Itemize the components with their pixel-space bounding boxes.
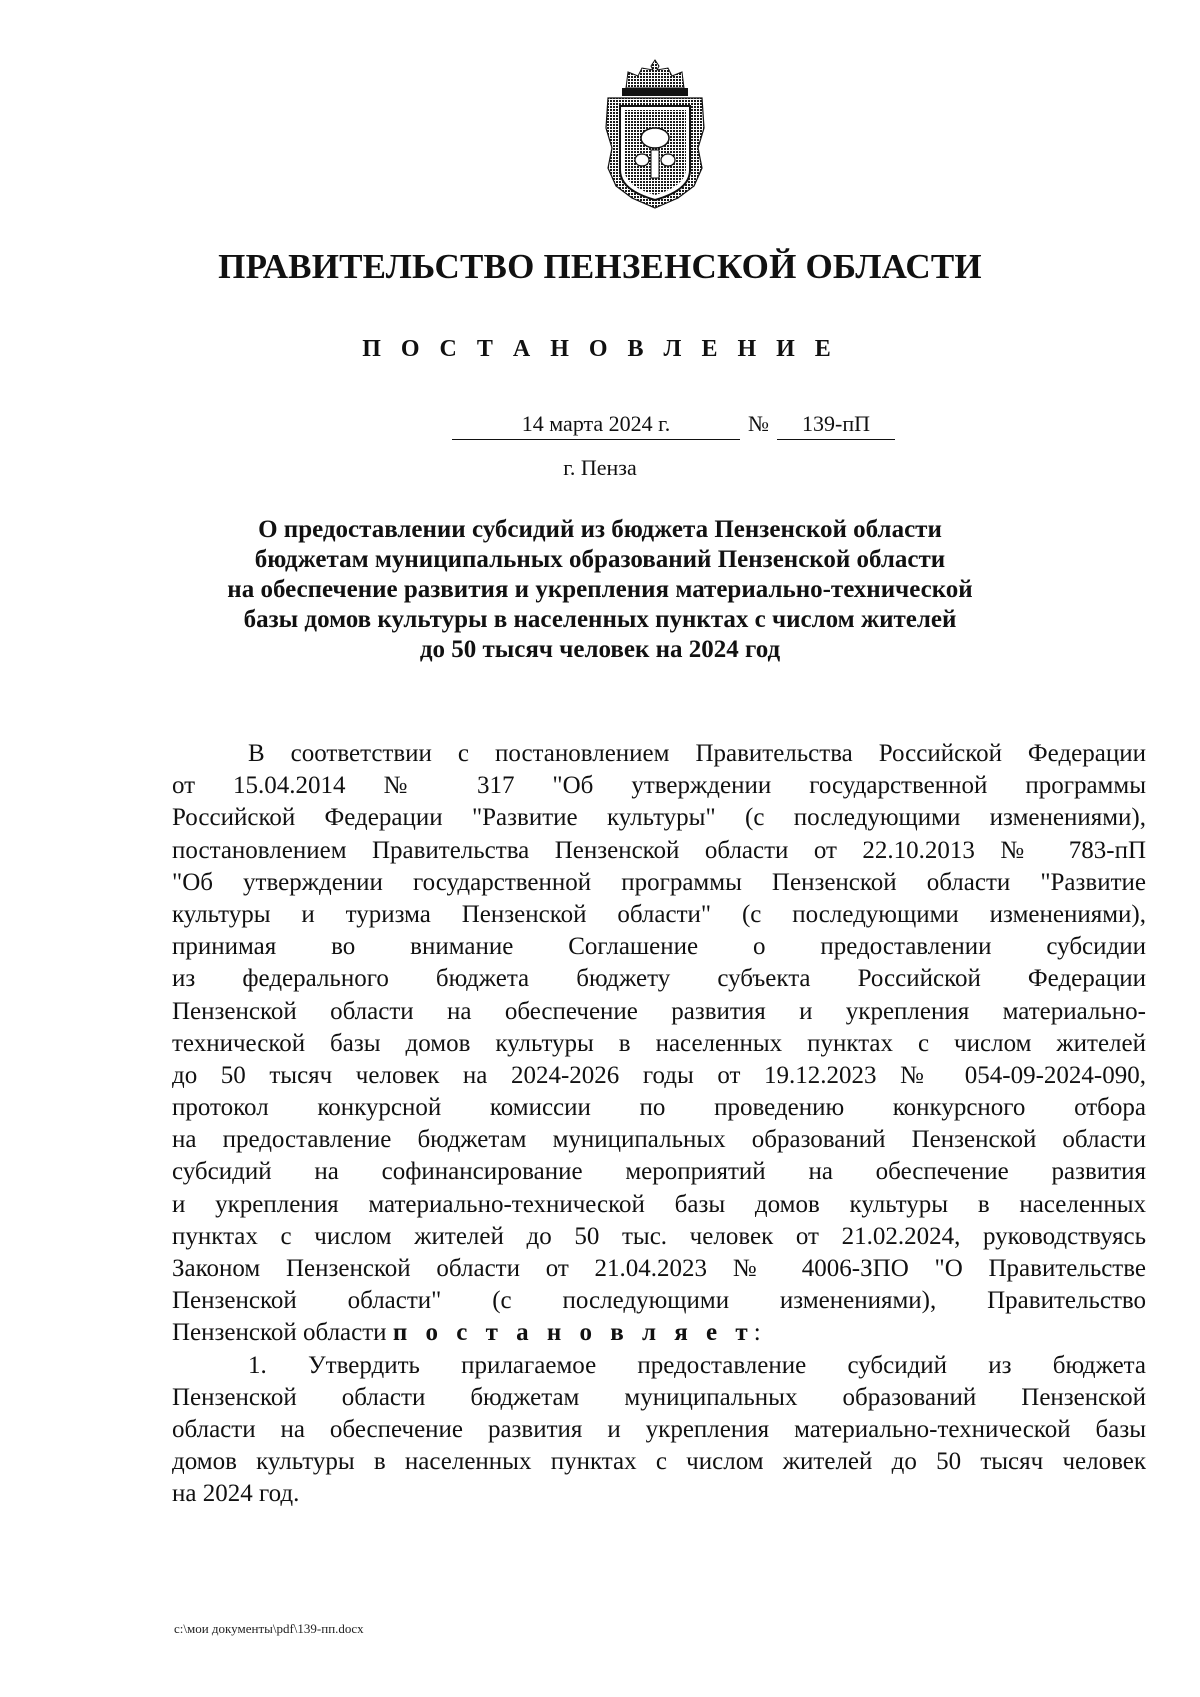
preamble-line: Пензенской области на обеспечение развития и укрепления материально- [172, 997, 1146, 1025]
preamble-line: принимая во внимание Соглашение о предоставлении субсидии [172, 933, 1146, 961]
preamble-line: от 15.04.2014 № 317 "Об утверждении государственной программы [172, 772, 1146, 800]
organization-title: ПРАВИТЕЛЬСТВО ПЕНЗЕНСКОЙ ОБЛАСТИ [218, 247, 982, 286]
item-line: домов культуры в населенных пунктах с числом жителей до 50 тысяч человек [172, 1448, 1146, 1476]
city: г. Пенза [563, 455, 637, 480]
heading-line: до 50 тысяч человек на 2024 год [419, 636, 781, 663]
document-body [172, 738, 1146, 1511]
preamble-line: Пензенской области" (с последующими изменениями), Правительство [172, 1287, 1146, 1315]
item-line: на 2024 год. [172, 1480, 300, 1508]
preamble-line: В соответствии с постановлением Правительства Российской Федерации [248, 740, 1146, 767]
item-line: Пензенской области бюджетам муниципальных образований Пензенской [172, 1383, 1146, 1411]
heading-line: базы домов культуры в населенных пунктах с числом жителей [243, 606, 957, 633]
item-line: области на обеспечение развития и укрепления материально-технической базы [172, 1415, 1146, 1443]
heading-line: бюджетам муниципальных образований Пензенской области [254, 546, 946, 573]
document-heading [170, 515, 1030, 665]
item-line: 1. Утвердить прилагаемое предоставление субсидий из бюджета [248, 1351, 1146, 1379]
preamble-line: из федерального бюджета бюджету субъекта Российской Федерации [172, 965, 1146, 993]
heading-line: на обеспечение развития и укрепления материально-технической [227, 576, 973, 603]
document-date: 14 марта 2024 г. [452, 411, 740, 440]
preamble-line: на предоставление бюджетам муниципальных образований Пензенской области [172, 1126, 1146, 1154]
coat-of-arms-emblem-icon [598, 58, 712, 210]
document-number: 139-пП [777, 411, 895, 440]
document-type: П О С Т А Н О В Л Е Н И Е [362, 336, 838, 362]
resolve-suffix: : [753, 1319, 761, 1347]
preamble-line: "Об утверждении государственной программы Пензенской области "Развитие [172, 868, 1146, 896]
preamble-line: и укрепления материально-технической базы домов культуры в населенных [172, 1190, 1146, 1218]
preamble-line: постановлением Правительства Пензенской области от 22.10.2013 № 783-пП [172, 836, 1146, 864]
preamble-line: Законом Пензенской области от 21.04.2023 № 4006-ЗПО "О Правительстве [172, 1255, 1146, 1282]
number-sign: № [748, 411, 769, 436]
preamble-line: пунктах с числом жителей до 50 тыс. человек от 21.02.2024, руководствуясь [172, 1222, 1146, 1250]
preamble-line: до 50 тысяч человек на 2024-2026 годы от 19.12.2023 № 054-09-2024-090, [172, 1061, 1146, 1089]
resolve-line [172, 1317, 1146, 1349]
preamble-line: культуры и туризма Пензенской области" (с последующими изменениями), [172, 900, 1146, 928]
preamble-line: субсидий на софинансирование мероприятий на обеспечение развития [172, 1158, 1146, 1186]
preamble-line: Российской Федерации "Развитие культуры" (с последующими изменениями), [172, 804, 1146, 832]
resolve-word: п о с т а н о в л я е т [392, 1319, 754, 1347]
preamble-line: технической базы домов культуры в населенных пунктах с числом жителей [172, 1029, 1146, 1057]
heading-line: О предоставлении субсидий из бюджета Пензенской области [258, 516, 942, 543]
footer-file-path: c:\мои документы\pdf\139-пп.docx [174, 1621, 364, 1636]
preamble-line: протокол конкурсной комиссии по проведению конкурсного отбора [172, 1094, 1146, 1122]
resolve-prefix: Пензенской области [172, 1319, 393, 1347]
